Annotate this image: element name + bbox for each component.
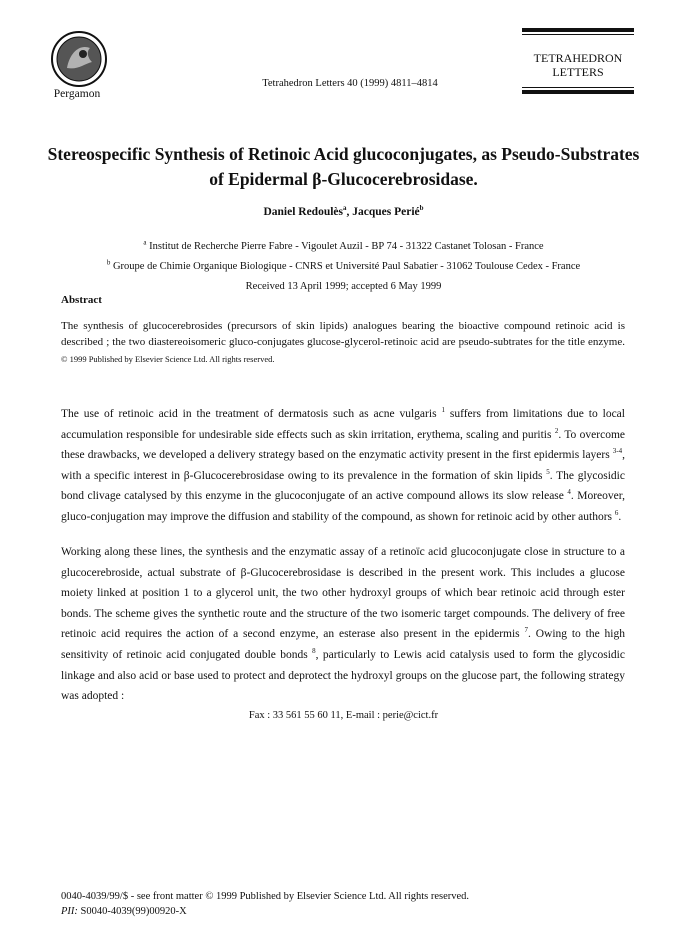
paragraph-text: . Moreover, gluco-conjugation may improve the diffusion and stability of the compound, as shown for retinoic acid by other authors (61, 490, 625, 523)
paragraph-text: . (618, 510, 622, 523)
reference-marker: 4 (567, 488, 571, 497)
article-title: Stereospecific Synthesis of Retinoic Acid glucoconjugates, as Pseudo-Substrates of Epidermal β-Glucocerebrosidase. (47, 144, 640, 189)
reference-marker: 2 (554, 426, 559, 435)
paragraph-text: The use of retinoic acid in the treatment of dermatosis such as acne vulgaris (61, 408, 442, 420)
masthead-rule-bottom-thin (522, 87, 634, 88)
author-name: Daniel Redoulès (263, 206, 343, 218)
paragraph-text: . Owing to the high sensitivity of retinoic acid conjugated double bonds (61, 628, 625, 661)
paragraph-text: . The glycosidic bond clivage catalysed by this enzyme in the glucoconjugate of an active compound allows its slow release (61, 469, 625, 503)
reference-marker: 7 (524, 626, 528, 635)
affiliation-marker: a (343, 204, 347, 213)
abstract-heading: Abstract (61, 294, 102, 306)
reference-marker: 6 (614, 509, 619, 518)
reference-marker: 1 (441, 406, 445, 415)
footer-pii (61, 906, 187, 917)
reference-marker: 3-4 (612, 447, 623, 456)
affiliation-marker: a (143, 238, 147, 247)
body-paragraph-2 (61, 542, 625, 707)
body-paragraph-1 (61, 404, 625, 528)
masthead-rule-top-thin (522, 34, 634, 35)
affiliation-marker: b (106, 258, 111, 267)
journal-name-line2: LETTERS (552, 65, 604, 79)
pii-label: PII: (61, 906, 78, 917)
paragraph-text: Working along these lines, the synthesis and the enzymatic assay of a retinoïc acid glucoconjugate close in structure to a glucocerebroside, actual substrate of β-Glucocerebrosidase is described in the present work. This includes a glucose moiety linked at position 1 to a glycerol unit, the two other hydroxyl groups of which bear retinoic acid through ester bonds. The scheme gives the synthetic route and the structure of the two isomeric target compounds. The delivery of free retinoic acid requires the action of a second enzyme, an esterase also present in the epidermis (61, 546, 625, 641)
abstract-text (61, 318, 625, 367)
affiliation-a (40, 238, 647, 252)
journal-masthead (522, 28, 634, 94)
reference-marker: 8 (312, 647, 316, 656)
paragraph-text: suffers from limitations due to local accumulation responsible for undesirable side effects such as skin irritation, erythema, scaling and puritis (61, 408, 625, 441)
reference-marker: 5 (546, 467, 550, 476)
footer-copyright: 0040-4039/99/$ - see front matter © 1999 Published by Elsevier Science Ltd. All rights reserved. (61, 891, 470, 902)
pii-value: S0040-4039(99)00920-X (77, 906, 187, 917)
abstract-copyright: © 1999 Published by Elsevier Science Ltd. All rights reserved. (61, 353, 275, 364)
paragraph-text: , with a specific interest in β-Glucocerebrosidase owing to its prevalence in the formation of skin lipids (61, 449, 625, 482)
author-separator: , (346, 206, 353, 218)
affiliation-text: Institut de Recherche Pierre Fabre - Vigoulet Auzil - BP 74 - 31322 Castanet Tolosan - France (146, 241, 544, 252)
abstract-body: The synthesis of glucocerebrosides (precursors of skin lipids) analogues bearing the bioactive compound retinoic acid is described ; the two diastereoisomeric gluco-conjugates glucose-glycerol-retinoic acid are pseudo-subtrates for the title enzyme. (61, 320, 625, 349)
affiliation-text: Groupe de Chimie Organique Biologique - CNRS et Université Paul Sabatier - 31062 Toulouse Cedex - France (110, 261, 581, 272)
affiliation-b (40, 258, 647, 272)
author-name: Jacques Perié (352, 206, 420, 218)
received-dates: Received 13 April 1999; accepted 6 May 1999 (245, 281, 442, 292)
journal-name-line1: TETRAHEDRON (533, 51, 623, 65)
journal-name (522, 51, 634, 79)
journal-reference: Tetrahedron Letters 40 (1999) 4811–4814 (262, 78, 438, 89)
paragraph-text: . To overcome these drawbacks, we developed a delivery strategy based on the enzymatic activity present in the first epidermis layers (61, 428, 625, 462)
masthead-rule-top (522, 28, 634, 32)
publisher-name: Pergamon (53, 88, 101, 100)
pergamon-logo (50, 30, 108, 88)
corresponding-contact: Fax : 33 561 55 60 11, E-mail : perie@cict.fr (248, 710, 439, 721)
affiliation-marker: b (419, 204, 424, 213)
paragraph-text: , particularly to Lewis acid catalysis used to form the glycosidic linkage and also acid or base used to protect and deprotect the hydroxyl groups on the glucose part, the following strategy was adopted : (61, 648, 625, 703)
authors (40, 206, 647, 218)
masthead-rule-bottom (522, 90, 634, 94)
